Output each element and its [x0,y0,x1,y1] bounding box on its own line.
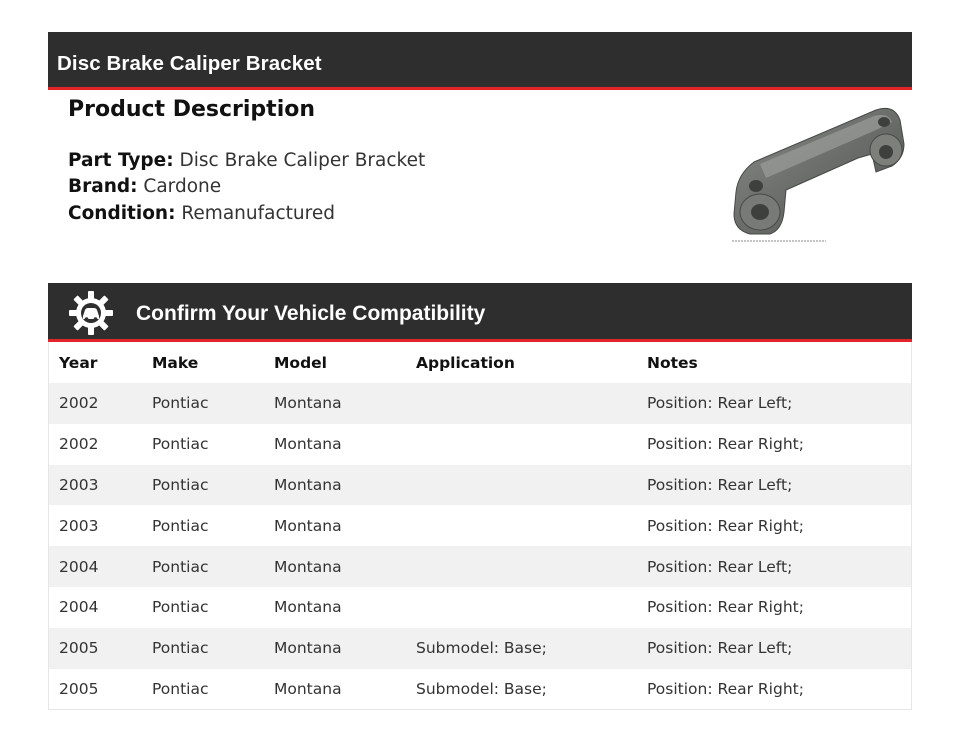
cell-year: 2002 [59,394,99,413]
cell-make: Pontiac [152,475,209,494]
compatibility-heading: Confirm Your Vehicle Compatibility [136,302,486,325]
brand-line [68,176,221,197]
condition-line [68,203,335,224]
table-row [49,424,911,465]
condition-value: Remanufactured [181,203,335,224]
cell-year: 2003 [59,475,99,494]
product-description-heading: Product Description [68,97,316,122]
table-header-row [49,342,911,383]
cell-notes: Position: Rear Right; [647,679,804,698]
cell-model: Montana [274,475,342,494]
column-header-make: Make [152,353,199,372]
column-header-notes: Notes [647,353,698,372]
table-row [49,505,911,546]
cell-year: 2004 [59,557,99,576]
cell-notes: Position: Rear Left; [647,394,793,413]
cell-year: 2005 [59,639,99,658]
cell-notes: Position: Rear Left; [647,557,793,576]
cell-model: Montana [274,394,342,413]
cell-make: Pontiac [152,679,209,698]
table-row [49,546,911,587]
cell-year: 2004 [59,598,99,617]
cell-notes: Position: Rear Right; [647,516,804,535]
part-type-line [68,150,425,171]
cell-model: Montana [274,557,342,576]
title-banner [48,32,912,90]
cell-year: 2005 [59,679,99,698]
table-row [49,628,911,669]
cell-application: Submodel: Base; [416,639,547,658]
compatibility-banner [48,283,912,342]
condition-label: Condition: [68,203,176,224]
cell-model: Montana [274,639,342,658]
column-header-year: Year [59,353,98,372]
table-row [49,383,911,424]
cell-notes: Position: Rear Right; [647,598,804,617]
gear-car-icon [68,290,114,336]
compatibility-table [48,342,912,710]
cell-make: Pontiac [152,435,209,454]
part-type-label: Part Type: [68,150,174,171]
column-header-model: Model [274,353,327,372]
cell-make: Pontiac [152,639,209,658]
brand-label: Brand: [68,176,138,197]
cell-model: Montana [274,598,342,617]
cell-make: Pontiac [152,598,209,617]
cell-make: Pontiac [152,516,209,535]
cell-model: Montana [274,435,342,454]
product-image [726,100,910,250]
cell-notes: Position: Rear Left; [647,475,793,494]
page-title: Disc Brake Caliper Bracket [57,52,322,75]
table-row [49,465,911,506]
cell-make: Pontiac [152,394,209,413]
cell-year: 2002 [59,435,99,454]
brand-value: Cardone [143,176,222,197]
column-header-application: Application [416,353,515,372]
cell-model: Montana [274,679,342,698]
cell-notes: Position: Rear Left; [647,639,793,658]
cell-application: Submodel: Base; [416,679,547,698]
cell-make: Pontiac [152,557,209,576]
part-type-value: Disc Brake Caliper Bracket [179,150,426,171]
cell-notes: Position: Rear Right; [647,435,804,454]
cell-year: 2003 [59,516,99,535]
table-row [49,669,911,710]
table-row [49,587,911,628]
cell-model: Montana [274,516,342,535]
